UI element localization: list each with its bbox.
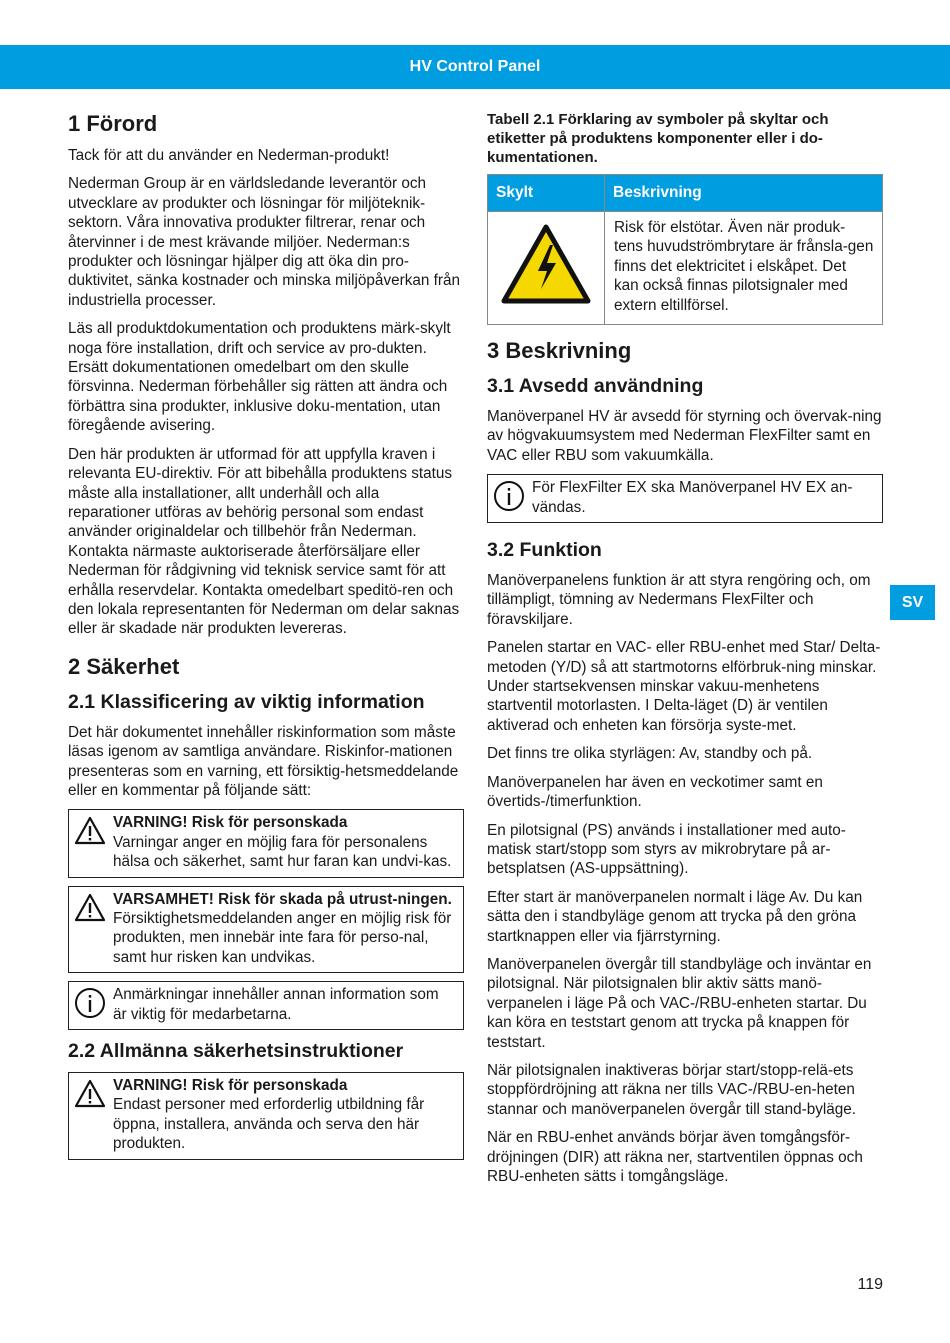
function-paragraph: Det finns tre olika styrlägen: Av, standby och på. bbox=[487, 745, 813, 763]
foreword-paragraph: Den här produkten är utformad för att uppfylla kraven i relevanta EU-direktiv. För att bibehålla produktens status måste alla installationer, allt underhåll och alla reparationer utföras av behörig personal som endast använder originaldelar och tillbehör från Nederman. Kontakta närmaste auktoriserade återförsäljare eller Nederman för rådgivning vid teknisk service samt för att erhålla reservdelar. Kontakta omedelbart speditö-ren och den lokala representanten för Nederman om delar saknas eller är skadade när produkten levereras. bbox=[68, 445, 460, 638]
warning-triangle-icon bbox=[74, 815, 106, 847]
function-paragraph: Manöverpanelens funktion är att styra rengöring och, om tillämpligt, tömning av Nedermans FlexFilter och föravskiljare. bbox=[487, 572, 871, 628]
notice-text: Försiktighetsmeddelanden anger en möjlig risk för produkten, men innebär inte fara för perso-nal, samt hur risken kan undvikas. bbox=[113, 910, 452, 966]
info-icon bbox=[493, 480, 525, 512]
function-paragraph: En pilotsignal (PS) används i installationer med auto-matisk start/stopp som styrs av mikrobrytare på ar-betsplatsen (AS-uppsättning). bbox=[487, 821, 846, 878]
info-icon bbox=[74, 987, 106, 1019]
general-safety-heading: 2.2 Allmänna säkerhetsinstruktioner bbox=[68, 1040, 404, 1063]
info-notice bbox=[487, 474, 883, 523]
warning-notice bbox=[68, 1072, 464, 1160]
notice-title: VARSAMHET! Risk för skada på utrust-ningen. bbox=[113, 890, 452, 908]
intended-use-heading: 3.1 Avsedd användning bbox=[487, 375, 704, 397]
description-heading: 3 Beskrivning bbox=[487, 338, 632, 363]
page-number: 119 bbox=[857, 1276, 883, 1293]
language-tab: SV bbox=[890, 585, 935, 620]
function-paragraph: Manöverpanelen övergår till standbyläge och inväntar en pilotsignal. När pilotsignalen blir aktiv sätts manö-verpanelen i läge På och VAC-/RBU-enheten startar. Du kan köra en teststart genom att trycka på knappen för teststart. bbox=[487, 955, 872, 1051]
intended-use-text: Manöverpanel HV är avsedd för styrning och övervak-ning av högvakuumsystem med Nederman FlexFilter samt en VAC eller RBU som vakuumkälla. bbox=[487, 408, 882, 464]
classification-heading: 2.1 Klassificering av viktig information bbox=[68, 690, 425, 713]
electric-shock-warning-icon bbox=[500, 223, 592, 307]
caution-notice bbox=[68, 886, 464, 974]
foreword-paragraph: Läs all produktdokumentation och produktens märk-skylt noga före installation, drift och service av pro-dukten. Ersätt dokumentationen omedelbart om den skulle försvinna. Nederman förbehåller sig rätten att ändra och förbättra sina produkter, inklusive doku-mentation, utan föregående avisering. bbox=[68, 320, 451, 435]
function-heading: 3.2 Funktion bbox=[487, 539, 602, 562]
table-cell-description: Risk för elstötar. Även när produk-tens huvudströmbrytare är frånsla-gen finns det elektricitet i elskåpet. Det kan också finnas pilotsignaler med extern eltillförsel. bbox=[605, 212, 883, 325]
warning-notice bbox=[68, 809, 464, 877]
symbol-table bbox=[487, 174, 883, 325]
table-caption: Tabell 2.1 Förklaring av symboler på skyltar och etiketter på produktens komponenter eller i do-kumentationen. bbox=[487, 111, 829, 166]
function-paragraph: När en RBU-enhet används börjar även tomgångsför-dröjningen (DIR) att räkna ner, startventilen öppnas och RBU-enheten sätts i tomgångsläge. bbox=[487, 1129, 863, 1185]
safety-heading: 2 Säkerhet bbox=[68, 653, 180, 679]
function-paragraph: Manöverpanelen har även en veckotimer samt en övertids-/timerfunktion. bbox=[487, 773, 823, 811]
function-paragraph: När pilotsignalen inaktiveras börjar start/stopp-relä-ets stoppfördröjning att räkna ner tills VAC-/RBU-en-heten stannar och manöverpanelen övergår till stand-byläge. bbox=[487, 1061, 857, 1118]
notice-title: VARNING! Risk för personskada bbox=[113, 814, 348, 832]
table-header-description: Beskrivning bbox=[605, 175, 883, 212]
foreword-paragraph: Nederman Group är en världsledande leverantör och utvecklare av produkter och lösningar för miljöteknik-sektorn. Våra innovativa produkter filtrerar, renar och återvinner i de mest krävande miljöer. Nederman:s produkter och lösningar hjälper dig att öka din pro-duktivitet, sänka kostnader och minska miljöpåverkan från industriella processer. bbox=[68, 175, 460, 309]
header-bar bbox=[0, 45, 950, 89]
table-header-row bbox=[488, 175, 883, 212]
notice-title: VARNING! Risk för personskada bbox=[113, 1077, 348, 1095]
notice-text: För FlexFilter EX ska Manöverpanel HV EX an-vändas. bbox=[532, 479, 853, 516]
table-cell-sign bbox=[488, 212, 605, 325]
notice-text: Endast personer med erforderlig utbildning får öppna, installera, använda och serva den här produkten. bbox=[113, 1096, 425, 1153]
table-row bbox=[488, 212, 883, 325]
table-header-sign: Skylt bbox=[488, 175, 605, 212]
left-column bbox=[68, 110, 464, 1168]
foreword-paragraph: Tack för att du använder en Nederman-produkt! bbox=[68, 147, 390, 164]
warning-triangle-icon bbox=[74, 892, 106, 924]
right-column bbox=[487, 110, 883, 1195]
classification-text: Det här dokumentet innehåller riskinformation som måste läsas igenom av samtliga användare. Riskinfor-mationen presenteras som en varning, ett försiktig-hetsmeddelande eller en kommentar på följande sätt: bbox=[68, 723, 459, 799]
function-paragraph: Panelen startar en VAC- eller RBU-enhet med Star/ Delta-metoden (Y/D) så att startmotorns elförbruk-ning minskar. Under startsekvensen minskar vakuu-menhetens startventil motorlasten. I Delta-läget (D) är ventilen aktiverad och enheten kan försörja syste-met. bbox=[487, 639, 881, 734]
header-title: HV Control Panel bbox=[409, 58, 541, 75]
warning-triangle-icon bbox=[74, 1078, 106, 1110]
function-paragraph: Efter start är manöverpanelen normalt i läge Av. Du kan sätta den i standbyläge genom att trycka på den gröna startknappen eller via fjärrstyrning. bbox=[487, 888, 863, 945]
notice-text: Anmärkningar innehåller annan information som är viktig för medarbetarna. bbox=[113, 986, 439, 1023]
notice-text: Varningar anger en möjlig fara för personalens hälsa och säkerhet, samt hur faran kan undvi-kas. bbox=[113, 833, 452, 871]
info-notice bbox=[68, 981, 464, 1030]
foreword-heading: 1 Förord bbox=[68, 111, 158, 136]
